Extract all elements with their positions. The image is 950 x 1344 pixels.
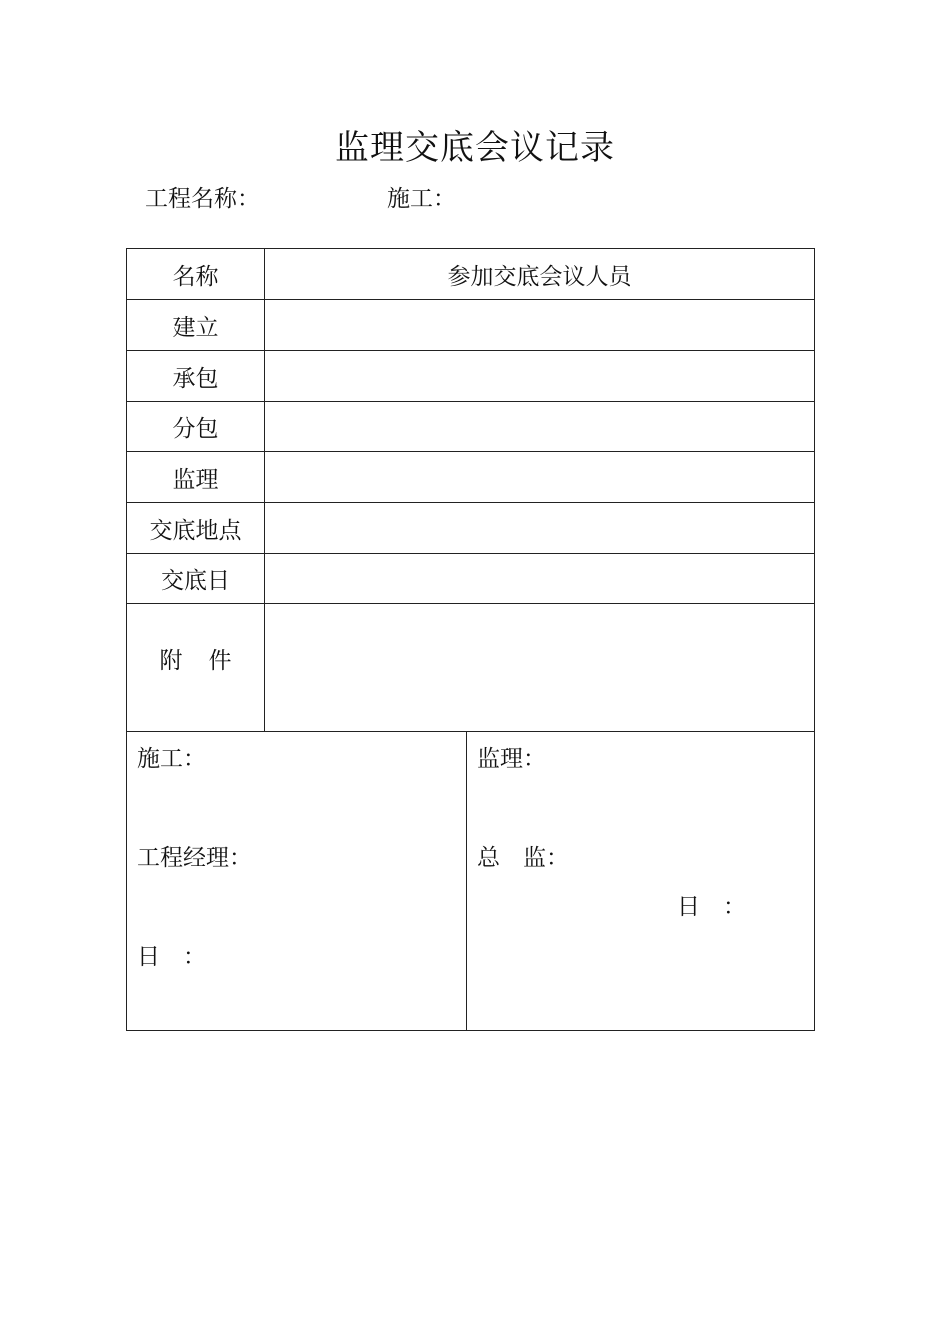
project-name-label: 工程名称： (145, 186, 260, 212)
signature-section (127, 732, 814, 1030)
row-value-subcontractor[interactable] (265, 402, 814, 451)
table-row-date (127, 554, 814, 604)
meeting-record-form (126, 248, 815, 1031)
row-value-attachment[interactable] (265, 604, 814, 731)
table-header-row (127, 249, 814, 300)
row-label-attachment: 附件 (127, 604, 265, 731)
row-label-location: 交底地点 (127, 503, 265, 553)
row-value-contractor[interactable] (265, 351, 814, 401)
construction-unit-label: 施工： (137, 746, 206, 772)
row-value-location[interactable] (265, 503, 814, 553)
table-row-owner (127, 300, 814, 351)
row-label-supervisor: 监理 (127, 452, 265, 502)
row-value-date[interactable] (265, 554, 814, 603)
signature-divider (466, 732, 467, 1030)
row-label-owner: 建立 (127, 300, 265, 350)
project-manager-label: 工程经理： (137, 845, 252, 871)
row-value-owner[interactable] (265, 300, 814, 350)
row-label-date: 交底日 (127, 554, 265, 603)
table-row-subcontractor (127, 402, 814, 452)
supervision-date-label: 日 ： (677, 894, 746, 920)
table-row-attachment (127, 604, 814, 732)
row-label-subcontractor: 分包 (127, 402, 265, 451)
table-row-location (127, 503, 814, 554)
row-label-contractor: 承包 (127, 351, 265, 401)
supervision-unit-label: 监理： (477, 746, 546, 772)
table-row-supervisor (127, 452, 814, 503)
page-title: 监理交底会议记录 (335, 128, 615, 168)
construction-label: 施工： (387, 186, 456, 212)
construction-date-label: 日 ： (137, 944, 206, 970)
row-value-supervisor[interactable] (265, 452, 814, 502)
name-column-header: 名称 (127, 249, 265, 299)
table-row-contractor (127, 351, 814, 402)
chief-supervisor-label: 总 监： (477, 845, 569, 871)
attendees-column-header: 参加交底会议人员 (447, 263, 632, 290)
